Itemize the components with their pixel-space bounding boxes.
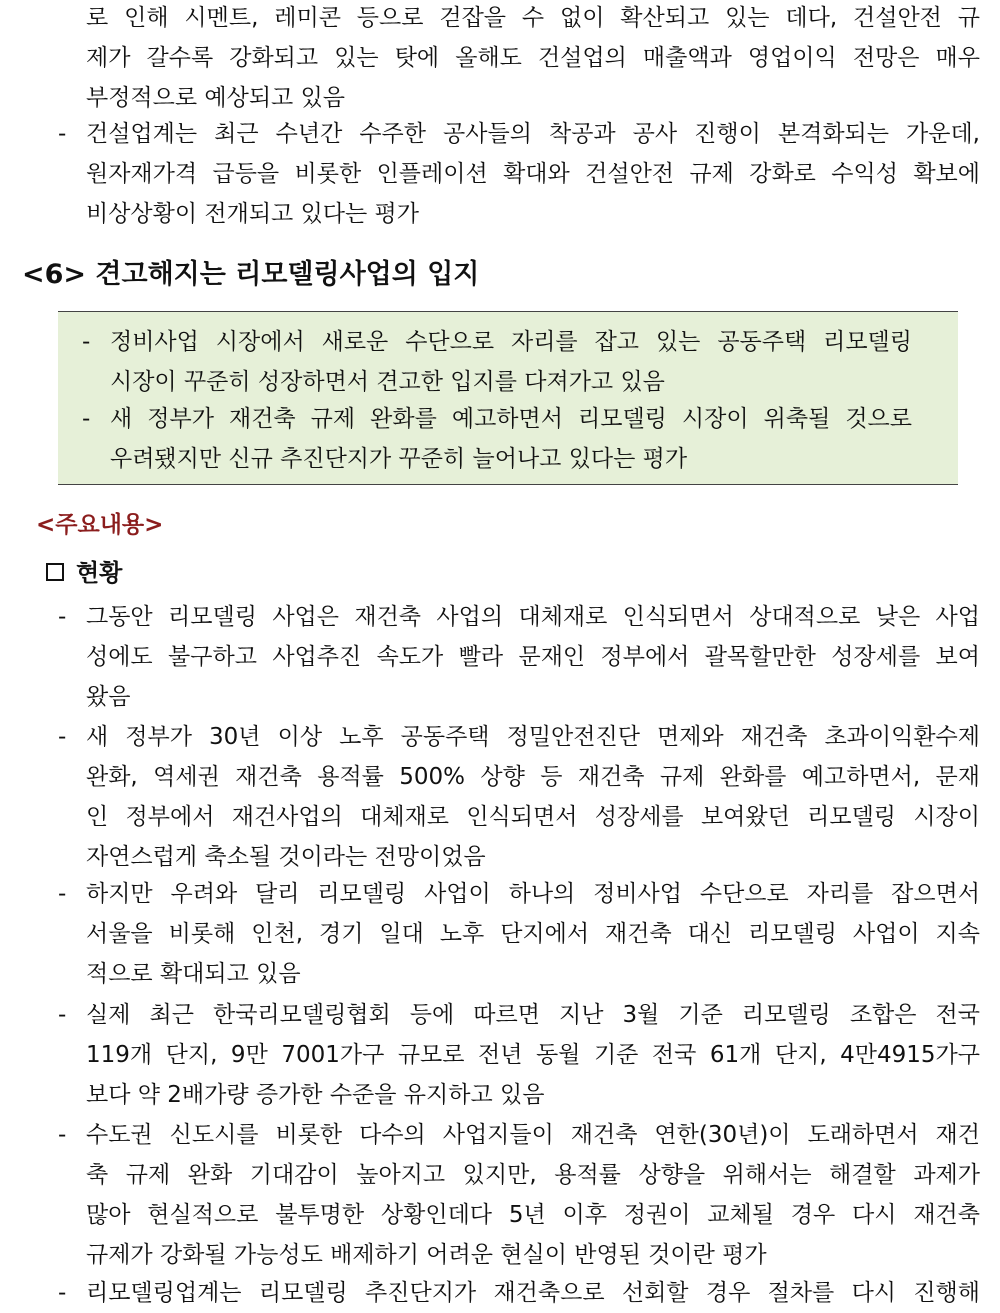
summary-line: 새 정부가 재건축 규제 완화를 예고하면서 리모델링 시장이 위축될 것으로 xyxy=(110,406,912,432)
dash-marker: - xyxy=(58,881,67,907)
paragraph-line: 서울을 비롯해 인천, 경기 일대 노후 단지에서 재건축 대신 리모델링 사업이 지속 xyxy=(86,921,980,947)
summary-line: 정비사업 시장에서 새로운 수단으로 자리를 잡고 있는 공동주택 리모델링 xyxy=(110,329,912,355)
paragraph-line: 많아 현실적으로 불투명한 상황인데다 5년 이후 정권이 교체될 경우 다시 재건축 xyxy=(86,1202,980,1228)
paragraph-line: 제가 갈수록 강화되고 있는 탓에 올해도 건설업의 매출액과 영업이익 전망은 매우 xyxy=(86,45,980,71)
dash-marker: - xyxy=(82,406,91,432)
paragraph-line: 리모델링업계는 리모델링 추진단지가 재건축으로 선회할 경우 절차를 다시 진행해 xyxy=(86,1280,980,1306)
paragraph-line: 로 인해 시멘트, 레미콘 등으로 걷잡을 수 없이 확산되고 있는 데다, 건설안전 규 xyxy=(86,5,980,31)
checkbox-square-icon xyxy=(46,563,64,581)
status-heading xyxy=(46,555,122,591)
summary-line: 우려됐지만 신규 추진단지가 꾸준히 늘어나고 있다는 평가 xyxy=(110,446,688,472)
paragraph-line: 건설업계는 최근 수년간 수주한 공사들의 착공과 공사 진행이 본격화되는 가운데, xyxy=(86,121,980,147)
dash-marker: - xyxy=(58,121,67,147)
summary-item xyxy=(82,322,912,402)
main-content-label: <주요내용> xyxy=(36,512,164,538)
section-heading: <6> 견고해지는 리모델링사업의 입지 xyxy=(22,259,480,290)
dash-marker: - xyxy=(58,1002,67,1028)
summary-line: 시장이 꾸준히 성장하면서 견고한 입지를 다져가고 있음 xyxy=(110,369,665,395)
paragraph-line: 비상상황이 전개되고 있다는 평가 xyxy=(86,201,419,227)
paragraph-line: 자연스럽게 축소될 것이라는 전망이었음 xyxy=(86,844,486,870)
dash-marker: - xyxy=(58,1122,67,1148)
summary-item xyxy=(82,399,912,479)
paragraph-line: 축 규제 완화 기대감이 높아지고 있지만, 용적률 상향을 위해서는 해결할 과제가 xyxy=(86,1162,980,1188)
paragraph-line: 119개 단지, 9만 7001가구 규모로 전년 동월 기준 전국 61개 단지, 4만4915가구 xyxy=(86,1042,980,1068)
continued-paragraph xyxy=(58,0,980,118)
bullet-item xyxy=(58,1273,980,1313)
dash-marker: - xyxy=(58,604,67,630)
paragraph-line: 보다 약 2배가량 증가한 수준을 유지하고 있음 xyxy=(86,1082,545,1108)
dash-marker: - xyxy=(82,329,91,355)
bullet-item xyxy=(58,874,980,994)
bullet-item xyxy=(58,114,980,234)
bullet-item xyxy=(58,995,980,1115)
paragraph-line: 인 정부에서 재건사업의 대체재로 인식되면서 성장세를 보여왔던 리모델링 시장이 xyxy=(86,804,980,830)
bullet-item xyxy=(58,1115,980,1275)
paragraph-line: 원자재가격 급등을 비롯한 인플레이션 확대와 건설안전 규제 강화로 수익성 확보에 xyxy=(86,161,980,187)
paragraph-line: 성에도 불구하고 사업추진 속도가 빨라 문재인 정부에서 괄목할만한 성장세를 보여 xyxy=(86,644,980,670)
paragraph-line: 하지만 우려와 달리 리모델링 사업이 하나의 정비사업 수단으로 자리를 잡으면서 xyxy=(86,881,980,907)
dash-marker: - xyxy=(58,724,67,750)
paragraph-line: 왔음 xyxy=(86,684,131,710)
dash-marker: - xyxy=(58,1280,67,1306)
summary-box xyxy=(58,311,958,485)
paragraph-line: 새 정부가 30년 이상 노후 공동주택 정밀안전진단 면제와 재건축 초과이익환수제 xyxy=(86,724,980,750)
paragraph-line: 실제 최근 한국리모델링협회 등에 따르면 지난 3월 기준 리모델링 조합은 전국 xyxy=(86,1002,980,1028)
paragraph-line: 수도권 신도시를 비롯한 다수의 사업지들이 재건축 연한(30년)이 도래하면서 재건 xyxy=(86,1122,980,1148)
paragraph-line: 부정적으로 예상되고 있음 xyxy=(86,85,346,111)
paragraph-line: 규제가 강화될 가능성도 배제하기 어려운 현실이 반영된 것이란 평가 xyxy=(86,1242,767,1268)
paragraph-line: 완화, 역세권 재건축 용적률 500% 상향 등 재건축 규제 완화를 예고하면서, 문재 xyxy=(86,764,980,790)
status-heading-text: 현황 xyxy=(76,559,123,587)
bullet-item xyxy=(58,717,980,877)
paragraph-line: 그동안 리모델링 사업은 재건축 사업의 대체재로 인식되면서 상대적으로 낮은 사업 xyxy=(86,604,980,630)
paragraph-line: 적으로 확대되고 있음 xyxy=(86,961,301,987)
bullet-item xyxy=(58,597,980,717)
